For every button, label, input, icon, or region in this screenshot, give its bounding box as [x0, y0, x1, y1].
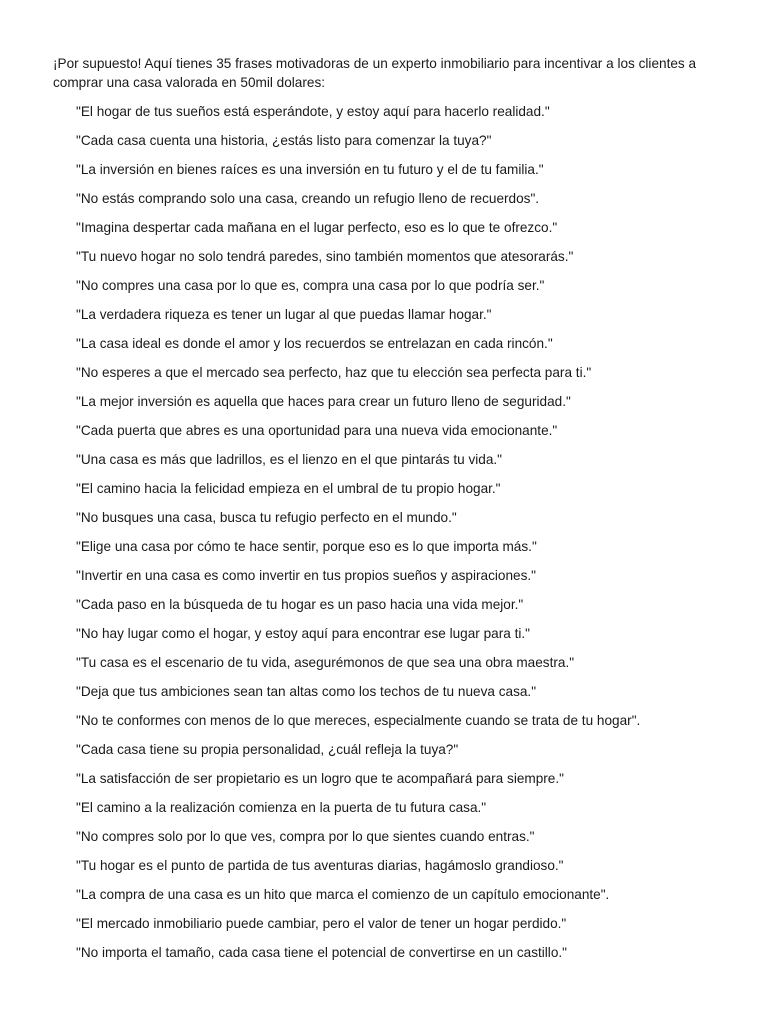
quote-item: "Cada casa tiene su propia personalidad, ¿cuál refleja la tuya?": [76, 742, 459, 757]
quote-item: "Imagina despertar cada mañana en el lugar perfecto, eso es lo que te ofrezco.": [76, 220, 558, 235]
quote-item: "No hay lugar como el hogar, y estoy aquí para encontrar ese lugar para ti.": [76, 626, 530, 641]
quote-item: "Elige una casa por cómo te hace sentir, porque eso es lo que importa más.": [76, 539, 537, 554]
quote-item: "El hogar de tus sueños está esperándote, y estoy aquí para hacerlo realidad.": [76, 104, 550, 119]
quote-item: "La casa ideal es donde el amor y los recuerdos se entrelazan en cada rincón.": [76, 336, 553, 351]
quote-item: "La satisfacción de ser propietario es un logro que te acompañará para siempre.": [76, 771, 564, 786]
quote-item: "No esperes a que el mercado sea perfecto, haz que tu elección sea perfecta para ti.": [76, 365, 592, 380]
quote-item: "El camino hacia la felicidad empieza en el umbral de tu propio hogar.": [76, 481, 501, 496]
quote-item: "No compres solo por lo que ves, compra por lo que sientes cuando entras.": [76, 829, 535, 844]
quote-item: "Cada puerta que abres es una oportunidad para una nueva vida emocionante.": [76, 423, 558, 438]
quote-item: "El camino a la realización comienza en la puerta de tu futura casa.": [76, 800, 487, 815]
quote-item: "La compra de una casa es un hito que marca el comienzo de un capítulo emocionante".: [76, 887, 610, 902]
quote-item: "No busques una casa, busca tu refugio perfecto en el mundo.": [76, 510, 457, 525]
quote-item: "La mejor inversión es aquella que haces para crear un futuro lleno de seguridad.": [76, 394, 571, 409]
intro-paragraph: ¡Por supuesto! Aquí tienes 35 frases motivadoras de un experto inmobiliario para incentivar a los clientes a comprar una casa valorada en 50mil dolares:: [53, 56, 697, 90]
quote-item: "La verdadera riqueza es tener un lugar al que puedas llamar hogar.": [76, 307, 492, 322]
quote-item: "No te conformes con menos de lo que mereces, especialmente cuando se trata de tu hogar".: [76, 713, 641, 728]
quote-item: "Una casa es más que ladrillos, es el lienzo en el que pintarás tu vida.": [76, 452, 503, 467]
quote-list: [76, 101, 736, 971]
quote-item: "No estás comprando solo una casa, creando un refugio lleno de recuerdos".: [76, 191, 540, 206]
quote-item: "Tu nuevo hogar no solo tendrá paredes, sino también momentos que atesorarás.": [76, 249, 574, 264]
quote-item: "Tu hogar es el punto de partida de tus aventuras diarias, hagámoslo grandioso.": [76, 858, 564, 873]
quote-item: "No compres una casa por lo que es, compra una casa por lo que podría ser.": [76, 278, 545, 293]
quote-item: "Cada casa cuenta una historia, ¿estás listo para comenzar la tuya?": [76, 133, 492, 148]
quote-item: "Cada paso en la búsqueda de tu hogar es un paso hacia una vida mejor.": [76, 597, 524, 612]
quote-item: "No importa el tamaño, cada casa tiene el potencial de convertirse en un castillo.": [76, 945, 567, 960]
quote-item: "Tu casa es el escenario de tu vida, asegurémonos de que sea una obra maestra.": [76, 655, 575, 670]
quote-item: "Invertir en una casa es como invertir en tus propios sueños y aspiraciones.": [76, 568, 536, 583]
quote-item: "Deja que tus ambiciones sean tan altas como los techos de tu nueva casa.": [76, 684, 537, 699]
quote-item: "El mercado inmobiliario puede cambiar, pero el valor de tener un hogar perdido.": [76, 916, 567, 931]
quote-item: "La inversión en bienes raíces es una inversión en tu futuro y el de tu familia.": [76, 162, 544, 177]
